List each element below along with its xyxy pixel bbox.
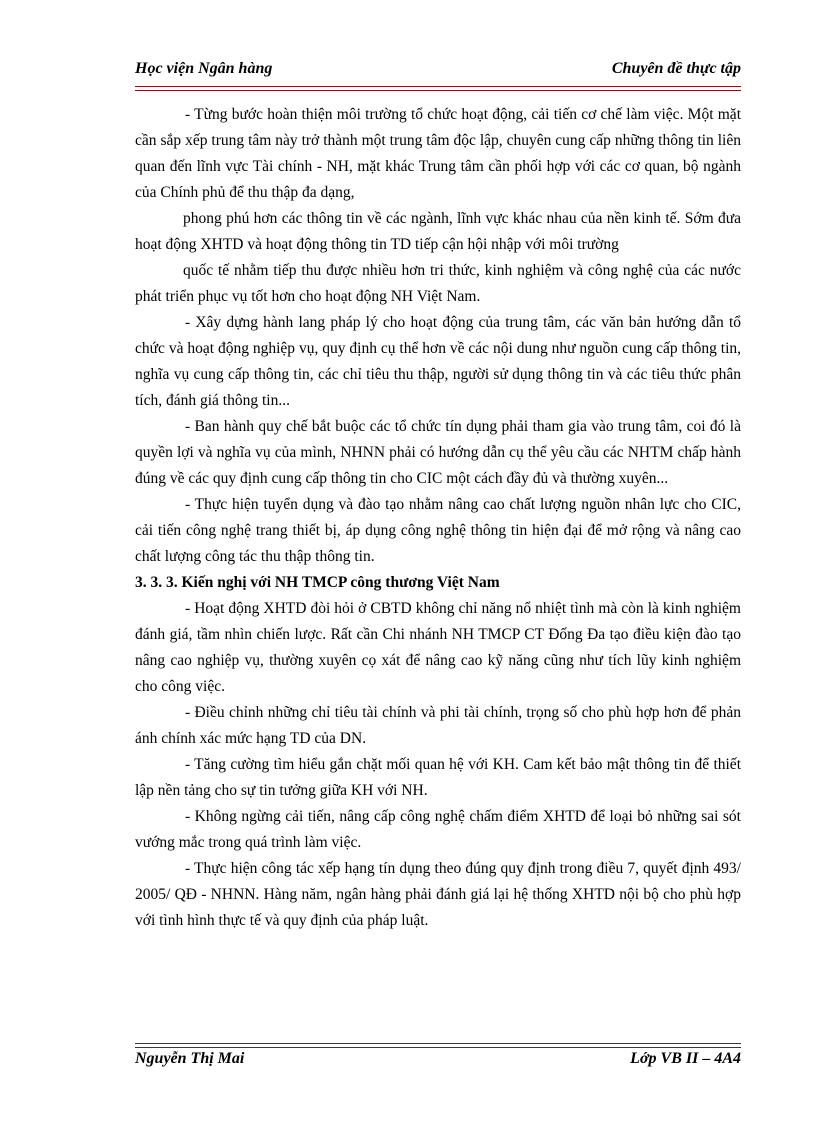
document-body: [135, 102, 741, 934]
header-rule: [135, 86, 741, 91]
footer-class: Lớp VB II – 4A4: [630, 1050, 741, 1067]
header-institution: Học viện Ngân hàng: [135, 60, 273, 77]
header-document-type: Chuyên đề thực tập: [611, 60, 741, 77]
paragraph-3: quốc tế nhằm tiếp thu được nhiều hơn tri thức, kinh nghiệm và công nghệ của các nước phát triển phục vụ tốt hơn cho hoạt động NH Việt Nam.: [135, 262, 741, 305]
page-header: [135, 60, 741, 84]
footer-author: Nguyễn Thị Mai: [135, 1050, 245, 1067]
paragraph-10: - Không ngừng cải tiến, nâng cấp công nghệ chấm điểm XHTD để loại bỏ những sai sót vướng mắc trong quá trình làm việc.: [135, 808, 741, 851]
paragraph-7: - Hoạt động XHTD đòi hỏi ở CBTD không chỉ năng nổ nhiệt tình mà còn là kinh nghiệm đánh giá, tầm nhìn chiến lược. Rất cần Chi nhánh NH TMCP CT Đống Đa tạo điều kiện đào tạo nâng cao nghiệp vụ, thường xuyên cọ xát để nâng cao kỹ năng cũng như tích lũy kinh nghiệm cho công việc.: [135, 600, 741, 695]
page-footer: [135, 1050, 741, 1074]
paragraph-8: - Điều chỉnh những chỉ tiêu tài chính và phi tài chính, trọng số cho phù hợp hơn để phản ánh chính xác mức hạng TD của DN.: [135, 704, 741, 747]
paragraph-2: phong phú hơn các thông tin về các ngành, lĩnh vực khác nhau của nền kinh tế. Sớm đưa hoạt động XHTD và hoạt động thông tin TD tiếp cận hội nhập với môi trường: [135, 210, 741, 253]
footer-rule: [135, 1043, 741, 1048]
paragraph-6: - Thực hiện tuyển dụng và đào tạo nhằm nâng cao chất lượng nguồn nhân lực cho CIC, cải tiến công nghệ trang thiết bị, áp dụng công nghệ thông tin hiện đại để mở rộng và nâng cao chất lượng công tác thu thập thông tin.: [135, 496, 741, 565]
section-heading: 3. 3. 3. Kiến nghị với NH TMCP công thương Việt Nam: [135, 574, 500, 591]
paragraph-11: - Thực hiện công tác xếp hạng tín dụng theo đúng quy định trong điều 7, quyết định 493/ 2005/ QĐ - NHNN. Hàng năm, ngân hàng phải đánh giá lại hệ thống XHTD nội bộ cho phù hợp với tình hình thực tế và quy định của pháp luật.: [135, 860, 741, 929]
paragraph-9: - Tăng cường tìm hiểu gắn chặt mối quan hệ với KH. Cam kết bảo mật thông tin để thiết lập nền tảng cho sự tin tưởng giữa KH với NH.: [135, 756, 741, 799]
paragraph-1: - Từng bước hoàn thiện môi trường tổ chức hoạt động, cải tiến cơ chế làm việc. Một mặt cần sắp xếp trung tâm này trở thành một trung tâm độc lập, chuyên cung cấp những thông tin liên quan đến lĩnh vực Tài chính - NH, mặt khác Trung tâm cần phối hợp với các cơ quan, bộ ngành của Chính phủ để thu thập đa dạng,: [135, 106, 741, 201]
paragraph-4: - Xây dựng hành lang pháp lý cho hoạt động của trung tâm, các văn bản hướng dẫn tổ chức và hoạt động nghiệp vụ, quy định cụ thể hơn về các nội dung như nguồn cung cấp thông tin, nghĩa vụ cung cấp thông tin, các chỉ tiêu thu thập, người sử dụng thông tin và các tiêu thức phân tích, đánh giá thông tin...: [135, 314, 741, 409]
paragraph-5: - Ban hành quy chế bắt buộc các tổ chức tín dụng phải tham gia vào trung tâm, coi đó là quyền lợi và nghĩa vụ của mình, NHNN phải có hướng dẫn cụ thể yêu cầu các NHTM chấp hành đúng về các quy định cung cấp thông tin cho CIC một cách đầy đủ và thường xuyên...: [135, 418, 741, 487]
